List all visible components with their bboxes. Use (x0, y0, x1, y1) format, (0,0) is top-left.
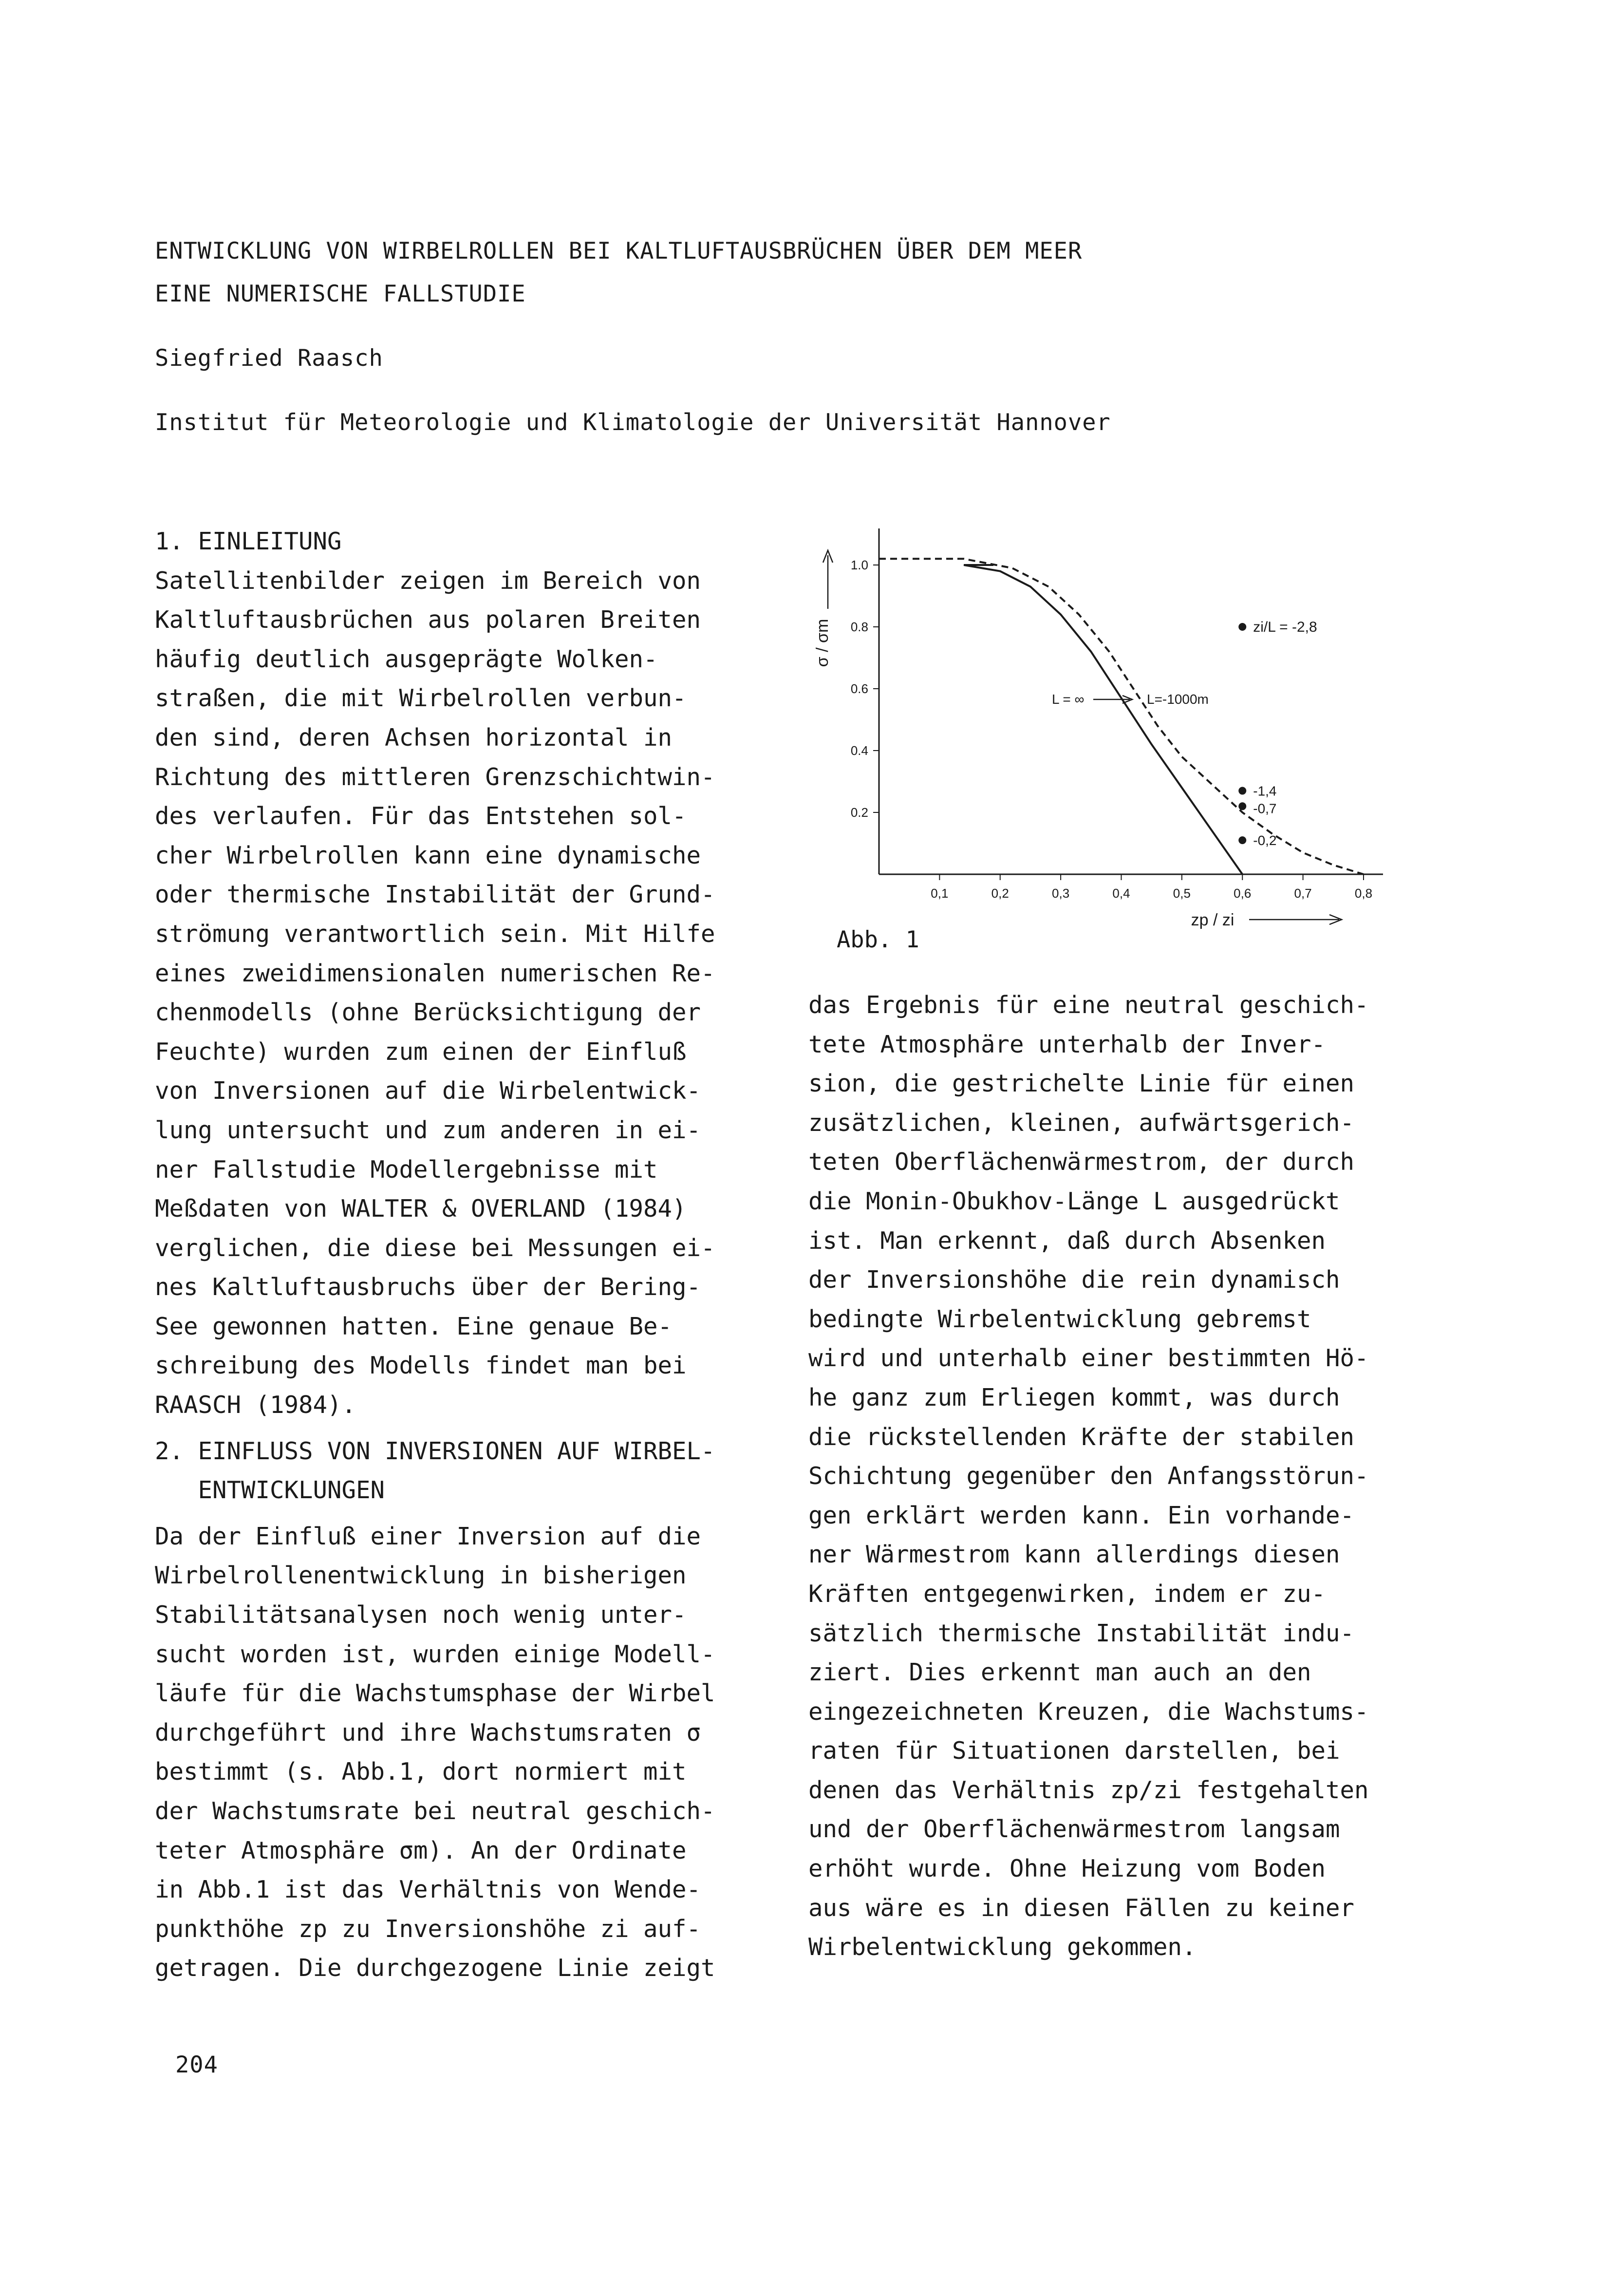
text-line: eines zweidimensionalen numerischen Re- (155, 959, 715, 987)
text-line: Kräften entgegenwirken, indem er zu- (808, 1580, 1326, 1608)
text-line: durchgeführt und ihre Wachstumsraten σ (155, 1718, 701, 1747)
chart-axes (813, 528, 1383, 929)
x-tick-label: 0,8 (1354, 886, 1373, 901)
text-line: bestimmt (s. Abb.1, dort normiert mit (155, 1758, 687, 1786)
text-line: tete Atmosphäre unterhalb der Inver- (808, 1030, 1326, 1058)
text-line: Richtung des mittleren Grenzschichtwin- (155, 763, 715, 791)
figure-caption: Abb. 1 (837, 926, 919, 953)
y-tick-label: 0.8 (850, 620, 868, 634)
data-point (1238, 802, 1246, 810)
text-line: Stabilitätsanalysen noch wenig unter- (155, 1601, 687, 1629)
left-column (155, 522, 715, 1988)
section1-body (155, 562, 715, 1425)
figure-abb1 (808, 511, 1422, 940)
y-axis-label: σ / σm (813, 619, 832, 667)
x-tick-label: 0,6 (1234, 886, 1252, 901)
text-line: denen das Verhältnis zp/zi festgehalten (808, 1776, 1369, 1804)
text-line: straßen, die mit Wirbelrollen verbun- (155, 684, 687, 713)
text-line: schreibung des Modells findet man bei (155, 1352, 687, 1380)
x-axis-label: zp / zi (1191, 911, 1234, 929)
text-line: der Inversionshöhe die rein dynamisch (808, 1266, 1340, 1294)
data-point (1238, 836, 1246, 844)
text-line: eingezeichneten Kreuzen, die Wachstums- (808, 1697, 1369, 1726)
text-line: chenmodells (ohne Berücksichtigung der (155, 998, 701, 1027)
text-line: Satellitenbilder zeigen im Bereich von (155, 566, 701, 595)
text-line: sion, die gestrichelte Linie für einen (808, 1070, 1355, 1098)
y-tick-label: 1.0 (850, 558, 868, 572)
text-line: punkthöhe zp zu Inversionshöhe zi auf- (155, 1915, 701, 1943)
text-line: See gewonnen hatten. Eine genaue Be- (155, 1312, 673, 1340)
text-line: den sind, deren Achsen horizontal in (155, 723, 673, 752)
text-line: getragen. Die durchgezogene Linie zeigt (155, 1954, 715, 1982)
text-line: ner Wärmestrom kann allerdings diesen (808, 1541, 1340, 1569)
x-tick-label: 0,5 (1173, 886, 1191, 901)
y-tick-label: 0.2 (850, 805, 868, 820)
text-line: teter Atmosphäre σm). An der Ordinate (155, 1836, 687, 1864)
text-line: des verlaufen. Für das Entstehen sol- (155, 802, 687, 830)
text-line: sucht worden ist, wurden einige Modell- (155, 1640, 715, 1668)
chart-series (879, 559, 1364, 874)
section2-body (155, 1517, 715, 1988)
right-column (808, 986, 1369, 1967)
text-line: ner Fallstudie Modellergebnisse mit (155, 1155, 658, 1184)
text-line: häufig deutlich ausgeprägte Wolken- (155, 645, 658, 673)
x-tick-label: 0,7 (1294, 886, 1312, 901)
text-line: strömung verantwortlich sein. Mit Hilfe (155, 920, 715, 948)
text-line: Meßdaten von WALTER & OVERLAND (1984) (155, 1195, 687, 1223)
text-line: Wirbelentwicklung gekommen. (808, 1933, 1197, 1961)
text-line: von Inversionen auf die Wirbelentwick- (155, 1077, 701, 1105)
text-line: lung untersucht und zum anderen in ei- (155, 1116, 701, 1144)
label-l-infinity: L = ∞ (1052, 692, 1084, 707)
series-line-neutral (964, 565, 1242, 874)
author: Siegfried Raasch (155, 345, 383, 372)
text-line: Kaltluftausbrüchen aus polaren Breiten (155, 606, 701, 634)
text-line: erhöht wurde. Ohne Heizung vom Boden (808, 1855, 1326, 1883)
text-line: das Ergebnis für eine neutral geschich- (808, 991, 1369, 1019)
text-line: die Monin-Obukhov-Länge L ausgedrückt (808, 1187, 1340, 1215)
text-line: gen erklärt werden kann. Ein vorhande- (808, 1501, 1355, 1529)
data-point (1238, 787, 1246, 795)
paper-title-line1: ENTWICKLUNG VON WIRBELROLLEN BEI KALTLUFTAUSBRÜCHEN ÜBER DEM MEER (155, 238, 1083, 264)
y-tick-label: 0.4 (850, 743, 868, 758)
text-line: ziert. Dies erkennt man auch an den (808, 1658, 1311, 1687)
series-line-l-1000m (879, 559, 1364, 874)
text-line: Feuchte) wurden zum einen der Einfluß (155, 1037, 687, 1066)
text-line: nes Kaltluftausbruchs über der Bering- (155, 1273, 701, 1301)
text-line: RAASCH (1984). (155, 1391, 356, 1419)
x-tick-label: 0,4 (1112, 886, 1130, 901)
x-tick-label: 0,3 (1052, 886, 1070, 901)
paper-title-line2: EINE NUMERISCHE FALLSTUDIE (155, 281, 526, 307)
text-line: und der Oberflächenwärmestrom langsam (808, 1815, 1340, 1844)
text-line: oder thermische Instabilität der Grund- (155, 881, 715, 909)
text-line: in Abb.1 ist das Verhältnis von Wende- (155, 1876, 701, 1904)
institute: Institut für Meteorologie und Klimatologie der Universität Hannover (155, 409, 1111, 436)
text-line: aus wäre es in diesen Fällen zu keiner (808, 1894, 1355, 1922)
text-line: verglichen, die diese bei Messungen ei- (155, 1234, 715, 1262)
label-point: -0,2 (1253, 833, 1277, 848)
text-line: läufe für die Wachstumsphase der Wirbel (155, 1679, 715, 1708)
text-line: teten Oberflächenwärmestrom, der durch (808, 1148, 1355, 1176)
text-line: wird und unterhalb einer bestimmten Hö- (808, 1344, 1369, 1373)
y-tick-label: 0.6 (850, 681, 868, 696)
text-line: sätzlich thermische Instabilität indu- (808, 1619, 1355, 1647)
text-line: der Wachstumsrate bei neutral geschich- (155, 1797, 715, 1825)
data-point (1238, 623, 1246, 631)
label-l-1000m: L=-1000m (1147, 692, 1209, 707)
text-line: zusätzlichen, kleinen, aufwärtsgerich- (808, 1109, 1355, 1137)
text-line: cher Wirbelrollen kann eine dynamische (155, 841, 701, 869)
label-zi-l: zi/L = -2,8 (1253, 619, 1317, 635)
text-line: he ganz zum Erliegen kommt, was durch (808, 1383, 1340, 1411)
page-number: 204 (175, 2051, 218, 2078)
section1-heading: 1. EINLEITUNG (155, 527, 342, 555)
x-tick-label: 0,1 (931, 886, 949, 901)
text-line: Da der Einfluß einer Inversion auf die (155, 1522, 701, 1550)
text-line: die rückstellenden Kräfte der stabilen (808, 1423, 1355, 1451)
section2-heading-line1: 2. EINFLUSS VON INVERSIONEN AUF WIRBEL- (155, 1437, 715, 1465)
text-line: Wirbelrollenentwicklung in bisherigen (155, 1562, 687, 1590)
text-line: bedingte Wirbelentwicklung gebremst (808, 1305, 1311, 1333)
text-line: ist. Man erkennt, daß durch Absenken (808, 1226, 1326, 1255)
text-line: raten für Situationen darstellen, bei (808, 1737, 1340, 1765)
label-point: -0,7 (1253, 801, 1277, 816)
x-tick-label: 0,2 (991, 886, 1009, 901)
text-line: Schichtung gegenüber den Anfangsstörun- (808, 1462, 1369, 1490)
label-point: -1,4 (1253, 783, 1277, 799)
section2-heading-line2: ENTWICKLUNGEN (155, 1476, 385, 1505)
